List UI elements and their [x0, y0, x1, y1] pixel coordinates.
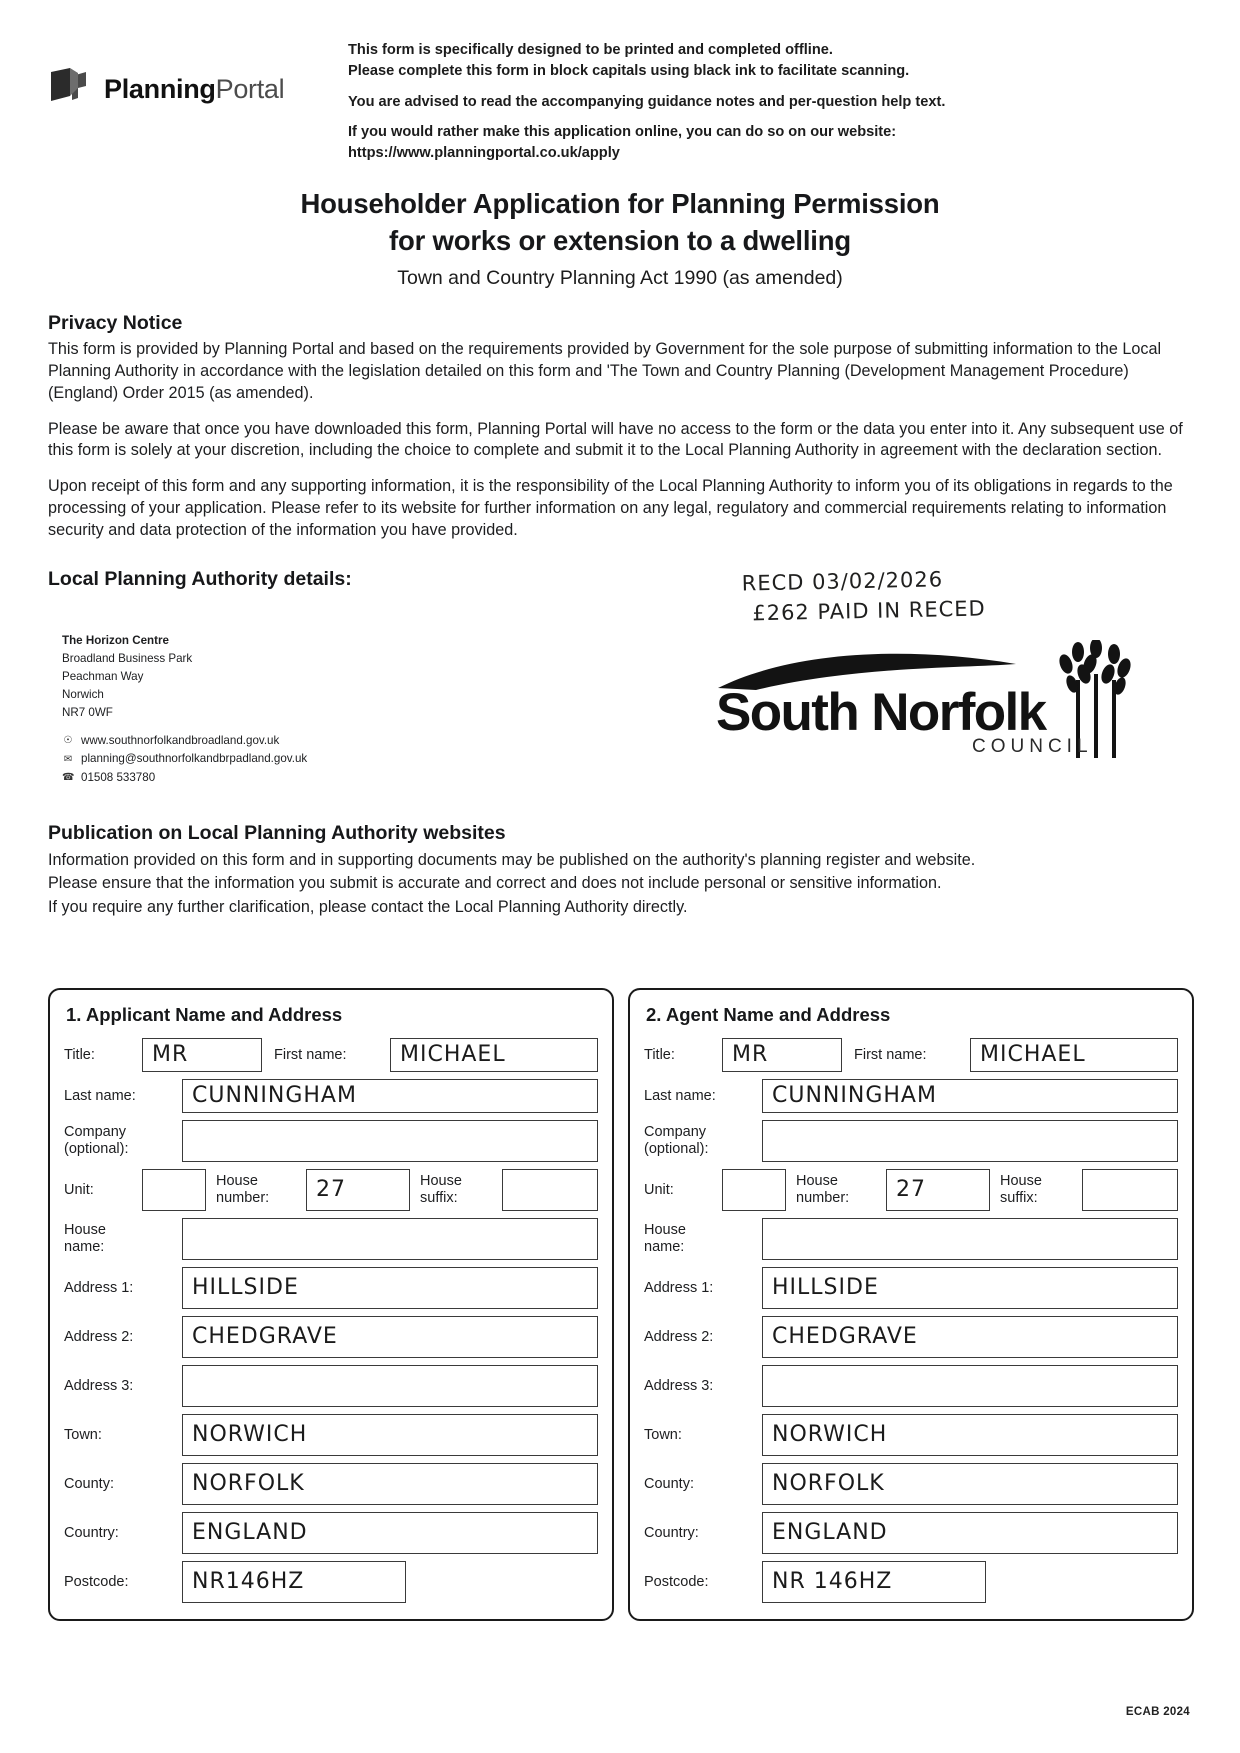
page-header [48, 36, 1198, 173]
agent-last-name-label: Last name: [644, 1087, 716, 1104]
lpa-address-line-1: Broadland Business Park [62, 651, 193, 665]
agent-country-label: Country: [644, 1524, 699, 1541]
agent-title-first-name-row [644, 1038, 1178, 1072]
house-suffix-label [410, 1169, 502, 1211]
house-suffix-label-line-1: House [420, 1173, 462, 1190]
first-name-label: First name: [274, 1046, 347, 1063]
address-1-row [64, 1267, 598, 1309]
house-number-value: 27 [316, 1177, 346, 1202]
town-value: NORWICH [192, 1422, 308, 1447]
agent-house-name-label [644, 1218, 762, 1260]
town-input[interactable] [182, 1414, 598, 1456]
house-number-label [206, 1169, 306, 1211]
page-title [0, 186, 1240, 290]
lpa-address-line-3: Norwich [62, 687, 104, 701]
agent-title-input[interactable] [722, 1038, 842, 1072]
company-input[interactable] [182, 1120, 598, 1162]
section-2-heading: 2. Agent Name and Address [646, 1004, 891, 1025]
form-reference-code: ECAB 2024 [1125, 1706, 1190, 1718]
section-applicant-name-address [48, 988, 614, 1621]
publication-paragraph-2: Please ensure that the information you submit is accurate and correct and does not include personal or sensitive information. [48, 874, 942, 893]
privacy-paragraph-1: This form is provided by Planning Portal and based on the requirements provided by Government for the sole purpose of submitting information to the Local Planning Authority in accordance with the legislation detailed on this form and 'The Town and Country Planning (Development Management Procedure) (England) Order 2015 (as amended). [48, 340, 1162, 402]
unit-house-number-suffix-row [64, 1169, 598, 1211]
house-name-row [64, 1218, 598, 1260]
agent-house-number-input[interactable] [886, 1169, 990, 1211]
agent-first-name-label: First name: [854, 1046, 927, 1063]
handwritten-received-stamp [741, 563, 986, 629]
agent-address-2-label: Address 2: [644, 1328, 714, 1345]
agent-address-3-row [644, 1365, 1178, 1407]
title-first-name-row [64, 1038, 598, 1072]
agent-house-name-row [644, 1218, 1178, 1260]
lpa-email-row [62, 750, 307, 769]
address-2-value: CHEDGRAVE [192, 1324, 338, 1349]
agent-first-name-input[interactable] [970, 1038, 1178, 1072]
lpa-address-line-2: Peachman Way [62, 669, 144, 683]
stamp-line-1: RECD 03/02/2026 [741, 567, 944, 596]
address-2-row [64, 1316, 598, 1358]
house-number-label-line-1: House [216, 1173, 258, 1190]
privacy-paragraph-3: Upon receipt of this form and any supporting information, it is the responsibility of the Local Planning Authority to inform you of its obligations in regards to the processing of your application. Please refer to its website for further information on any legal, regulatory and commercial requirements relating to information security and data protection of the information you have provided. [48, 477, 1173, 540]
lpa-name: The Horizon Centre [62, 634, 169, 647]
last-name-label: Last name: [64, 1087, 136, 1104]
globe-icon: ☉ [63, 735, 73, 747]
council-name: South Norfolk [716, 683, 1046, 742]
agent-title-label: Title: [644, 1046, 675, 1063]
agent-town-value: NORWICH [772, 1422, 888, 1447]
agent-unit-input[interactable] [722, 1169, 786, 1211]
address-3-row [64, 1365, 598, 1407]
planning-portal-wordmark [104, 74, 284, 105]
privacy-notice-heading: Privacy Notice [48, 312, 183, 334]
agent-house-name-input[interactable] [762, 1218, 1178, 1260]
section-1-heading: 1. Applicant Name and Address [66, 1004, 343, 1025]
lpa-address-block [62, 632, 307, 787]
agent-address-3-input[interactable] [762, 1365, 1178, 1407]
header-line-5-url: https://www.planningportal.co.uk/apply [348, 145, 620, 162]
county-value: NORFOLK [192, 1471, 305, 1496]
agent-last-name-value: CUNNINGHAM [772, 1083, 937, 1108]
agent-company-label-line-2: (optional): [644, 1141, 709, 1157]
agent-county-value: NORFOLK [772, 1471, 885, 1496]
agent-address-3-label: Address 3: [644, 1377, 714, 1394]
agent-house-number-value: 27 [896, 1177, 926, 1202]
envelope-icon: ✉ [63, 753, 73, 765]
agent-company-label-line-1: Company [644, 1124, 707, 1141]
agent-town-input[interactable] [762, 1414, 1178, 1456]
address-3-label: Address 3: [64, 1377, 134, 1394]
lpa-contact-block [62, 732, 307, 788]
agent-company-row [644, 1120, 1178, 1162]
house-name-label-line-2: name: [64, 1239, 105, 1255]
address-2-label: Address 2: [64, 1328, 134, 1345]
last-name-row [64, 1079, 598, 1113]
header-line-3: You are advised to read the accompanying guidance notes and per-question help text. [348, 93, 946, 110]
agent-house-suffix-label-line-1: House [1000, 1173, 1042, 1190]
address-1-input[interactable] [182, 1267, 598, 1309]
agent-house-number-label-line-1: House [796, 1173, 838, 1190]
agent-county-input[interactable] [762, 1463, 1178, 1505]
agent-first-name-value: MICHAEL [980, 1042, 1086, 1067]
lpa-website-row [62, 732, 307, 751]
agent-postcode-value: NR 146HZ [772, 1569, 893, 1594]
house-number-input[interactable] [306, 1169, 410, 1211]
address-1-label: Address 1: [64, 1279, 134, 1296]
publication-paragraph-3: If you require any further clarification, please contact the Local Planning Authority directly. [48, 897, 688, 916]
form-sections [48, 988, 1194, 1621]
country-value: ENGLAND [192, 1520, 308, 1545]
lpa-phone-row [62, 769, 307, 788]
county-input[interactable] [182, 1463, 598, 1505]
agent-county-row [644, 1463, 1178, 1505]
agent-house-number-label [786, 1169, 886, 1211]
privacy-notice-section [48, 312, 1198, 556]
house-suffix-label-line-2: suffix: [420, 1190, 458, 1206]
agent-town-label: Town: [644, 1426, 682, 1443]
postcode-row [64, 1561, 598, 1603]
agent-address-1-value: HILLSIDE [772, 1275, 879, 1300]
first-name-value: MICHAEL [400, 1042, 506, 1067]
house-number-label-line-2: number: [216, 1190, 270, 1206]
house-name-input[interactable] [182, 1218, 598, 1260]
town-label: Town: [64, 1426, 102, 1443]
agent-last-name-input[interactable] [762, 1079, 1178, 1113]
stamp-line-2: £262 PAID IN RECED [752, 596, 986, 626]
country-label: Country: [64, 1524, 119, 1541]
county-row [64, 1463, 598, 1505]
header-line-1: This form is specifically designed to be printed and completed offline. [348, 42, 833, 58]
agent-title-value: MR [732, 1042, 769, 1067]
agent-last-name-row [644, 1079, 1178, 1113]
agent-country-row [644, 1512, 1178, 1554]
agent-unit-house-number-suffix-row [644, 1169, 1178, 1211]
unit-label: Unit: [64, 1181, 94, 1198]
planning-portal-logo-icon [48, 66, 94, 112]
agent-house-name-label-line-2: name: [644, 1239, 685, 1255]
lpa-email: planning@southnorfolkandbrpadland.gov.uk [81, 752, 308, 766]
agent-postcode-row [644, 1561, 1178, 1603]
publication-heading: Publication on Local Planning Authority websites [48, 822, 506, 844]
agent-address-2-value: CHEDGRAVE [772, 1324, 918, 1349]
title-line-1: Householder Application for Planning Permission [300, 188, 940, 219]
title-value: MR [152, 1042, 189, 1067]
publication-paragraph-1: Information provided on this form and in supporting documents may be published on the authority's planning register and website. [48, 851, 976, 869]
house-name-label [64, 1218, 182, 1260]
agent-house-name-label-line-1: House [644, 1222, 686, 1239]
first-name-input[interactable] [390, 1038, 598, 1072]
postcode-value: NR146HZ [192, 1569, 305, 1594]
agent-house-suffix-input[interactable] [1082, 1169, 1178, 1211]
header-line-2: Please complete this form in block capitals using black ink to facilitate scanning. [348, 63, 910, 80]
company-label-line-1: Company [64, 1124, 127, 1141]
agent-house-number-label-line-2: number: [796, 1190, 850, 1206]
agent-address-1-row [644, 1267, 1178, 1309]
title-subtitle: Town and Country Planning Act 1990 (as amended) [397, 267, 843, 290]
last-name-input[interactable] [182, 1079, 598, 1113]
header-instructions [348, 36, 1198, 173]
lpa-phone: 01508 533780 [81, 770, 156, 784]
agent-country-input[interactable] [762, 1512, 1178, 1554]
company-label-line-2: (optional): [64, 1141, 129, 1157]
agent-address-1-input[interactable] [762, 1267, 1178, 1309]
logo-light-text: Portal [215, 73, 285, 104]
publication-section [48, 822, 1198, 919]
agent-postcode-label: Postcode: [644, 1573, 709, 1590]
postcode-label: Postcode: [64, 1573, 129, 1590]
lpa-details-heading: Local Planning Authority details: [48, 568, 352, 590]
town-row [64, 1414, 598, 1456]
agent-company-label [644, 1120, 762, 1162]
postcode-input[interactable] [182, 1561, 406, 1603]
header-line-4: If you would rather make this application online, you can do so on our website: [348, 123, 897, 140]
agent-address-2-row [644, 1316, 1178, 1358]
county-label: County: [64, 1475, 114, 1492]
privacy-paragraph-2: Please be aware that once you have downloaded this form, Planning Portal will have no access to the form or the data you enter into it. Any subsequent use of this form is solely at your discretion, including the choice to complete and submit it to the Local Planning Authority in agreement with the declaration section. [48, 419, 1183, 460]
lpa-address-line-4: NR7 0WF [62, 705, 113, 719]
title-input[interactable] [142, 1038, 262, 1072]
logo-bold-text: Planning [104, 73, 216, 104]
agent-house-suffix-label-line-2: suffix: [1000, 1190, 1038, 1206]
country-input[interactable] [182, 1512, 598, 1554]
agent-address-1-label: Address 1: [644, 1279, 714, 1296]
last-name-value: CUNNINGHAM [192, 1083, 357, 1108]
title-line-2: for works or extension to a dwelling [389, 224, 851, 256]
company-label [64, 1120, 182, 1162]
house-name-label-line-1: House [64, 1222, 106, 1239]
agent-country-value: ENGLAND [772, 1520, 888, 1545]
title-label: Title: [64, 1046, 95, 1063]
address-3-input[interactable] [182, 1365, 598, 1407]
house-suffix-input[interactable] [502, 1169, 598, 1211]
agent-address-2-input[interactable] [762, 1316, 1178, 1358]
agent-unit-label: Unit: [644, 1181, 674, 1198]
planning-portal-logo [48, 36, 348, 112]
agent-postcode-input[interactable] [762, 1561, 986, 1603]
agent-town-row [644, 1414, 1178, 1456]
agent-house-suffix-label [990, 1169, 1082, 1211]
section-agent-name-address [628, 988, 1194, 1621]
address-1-value: HILLSIDE [192, 1275, 299, 1300]
council-subtitle: COUNCIL [972, 736, 1093, 757]
south-norfolk-council-logo [716, 640, 1136, 760]
agent-county-label: County: [644, 1475, 694, 1492]
country-row [64, 1512, 598, 1554]
lpa-website: www.southnorfolkandbroadland.gov.uk [81, 733, 280, 747]
agent-company-input[interactable] [762, 1120, 1178, 1162]
company-row [64, 1120, 598, 1162]
unit-input[interactable] [142, 1169, 206, 1211]
phone-icon: ☎ [62, 772, 75, 784]
address-2-input[interactable] [182, 1316, 598, 1358]
